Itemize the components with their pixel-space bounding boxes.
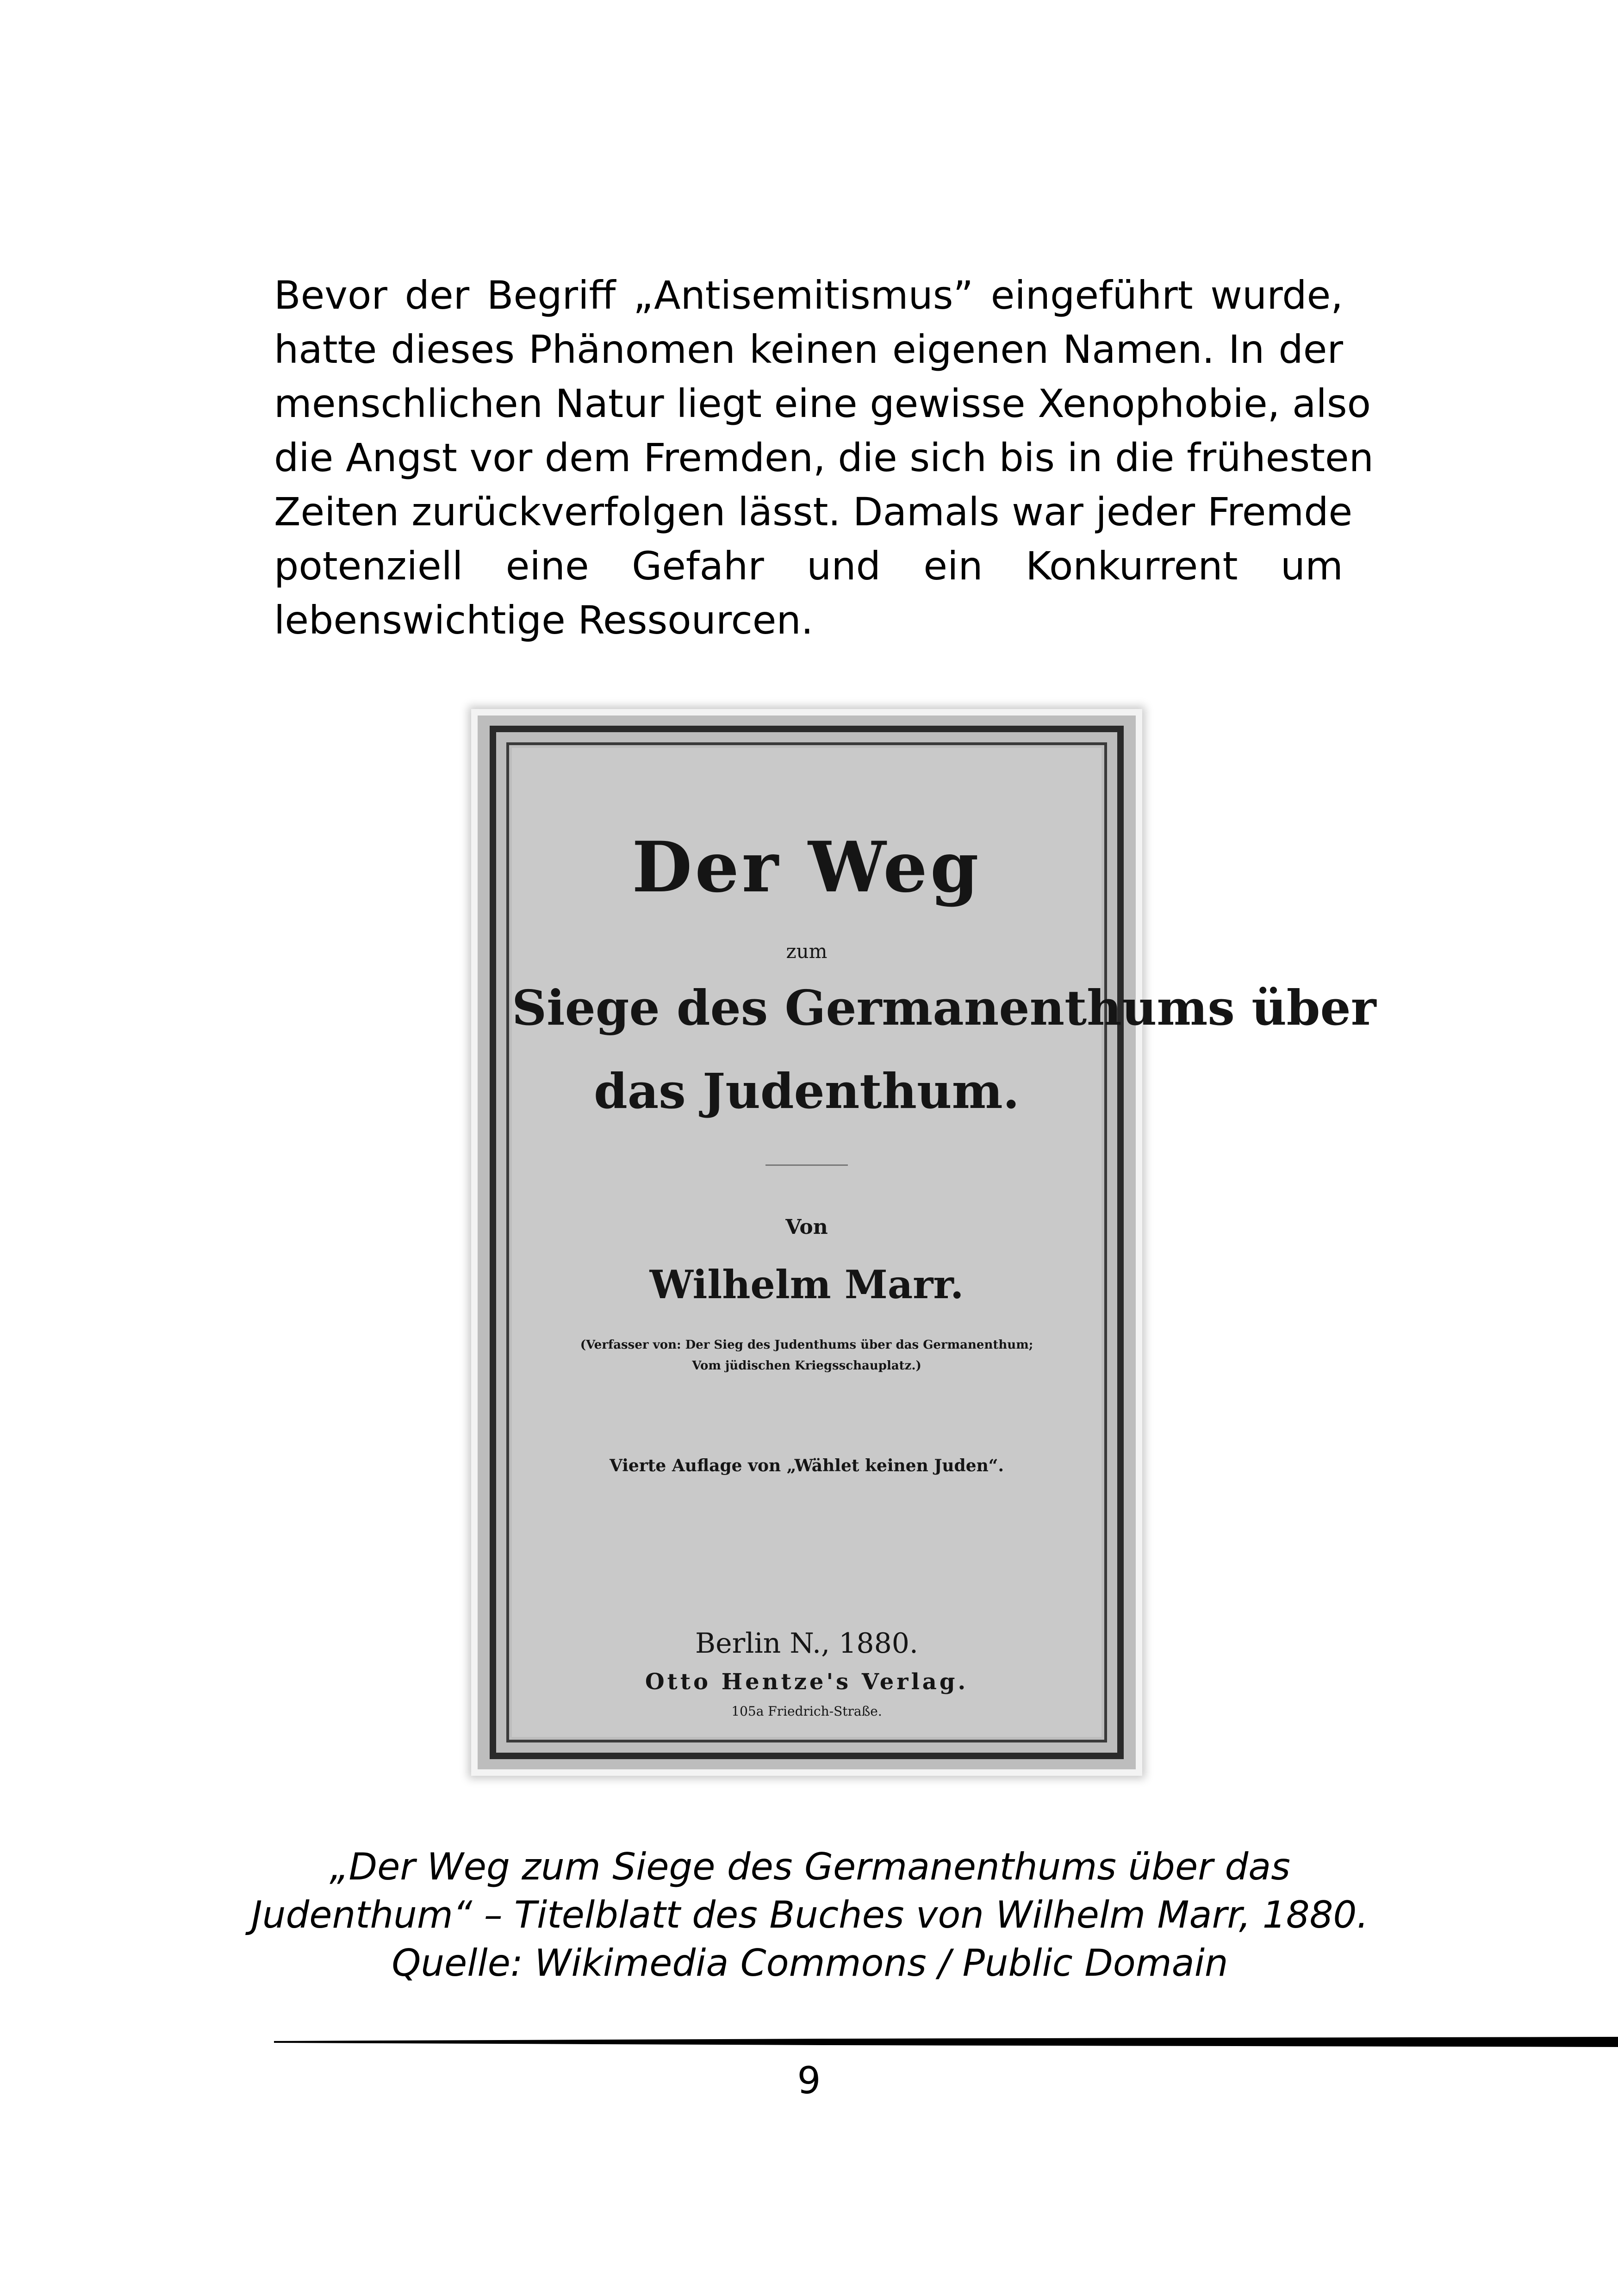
book-title-line2: Siege des Germanenthums über	[512, 979, 1376, 1036]
paragraph-line: lebenswichtige Ressourcen.	[274, 597, 814, 643]
title-page-figure	[471, 709, 1376, 1776]
paragraph-line: Bevor der Begriff „Antisemitismus” eingeführt wurde,	[274, 273, 1343, 318]
paragraph-line: hatte dieses Phänomen keinen eigenen Namen. In der	[274, 327, 1343, 372]
paragraph-line: Zeiten zurückverfolgen lässt. Damals war jeder Fremde	[274, 489, 1353, 535]
figure-caption	[231, 1843, 1388, 1987]
scanned-title-page	[478, 716, 1376, 1769]
publication-place-year: Berlin N., 1880.	[695, 1627, 919, 1660]
book-title-connector: zum	[786, 940, 828, 963]
publisher: Otto Hentze's Verlag.	[645, 1669, 969, 1695]
book-title: Der Weg	[632, 827, 982, 908]
caption-line: Judenthum“ – Titelblatt des Buches von Wilhelm Marr, 1880.	[251, 1893, 1369, 1936]
paragraph-line: potenziell eine Gefahr und ein Konkurrent um	[274, 543, 1343, 589]
edition-note: Vierte Auflage von „Wählet keinen Juden“.	[609, 1456, 1004, 1475]
divider	[765, 1164, 848, 1166]
by-label: Von	[785, 1215, 828, 1239]
caption-line: „Der Weg zum Siege des Germanenthums über das	[330, 1845, 1290, 1888]
body-paragraph	[274, 268, 1374, 647]
scan-page-area	[512, 748, 1376, 1737]
book-author: Wilhelm Marr.	[649, 1262, 964, 1307]
book-title-line3: das Judenthum.	[594, 1063, 1020, 1120]
author-note: Vom jüdischen Kriegsschauplatz.)	[692, 1359, 921, 1373]
author-note: (Verfasser von: Der Sieg des Judenthums über das Germanenthum;	[580, 1338, 1033, 1352]
caption-line: Quelle: Wikimedia Commons / Public Domain	[392, 1941, 1228, 1985]
page-number: 9	[797, 2059, 821, 2102]
paragraph-line: die Angst vor dem Fremden, die sich bis in die frühesten	[274, 435, 1374, 480]
footer-divider	[274, 2035, 1618, 2049]
publisher-address: 105a Friedrich-Straße.	[731, 1704, 882, 1719]
paragraph-line: menschlichen Natur liegt eine gewisse Xenophobie, also	[274, 381, 1371, 426]
